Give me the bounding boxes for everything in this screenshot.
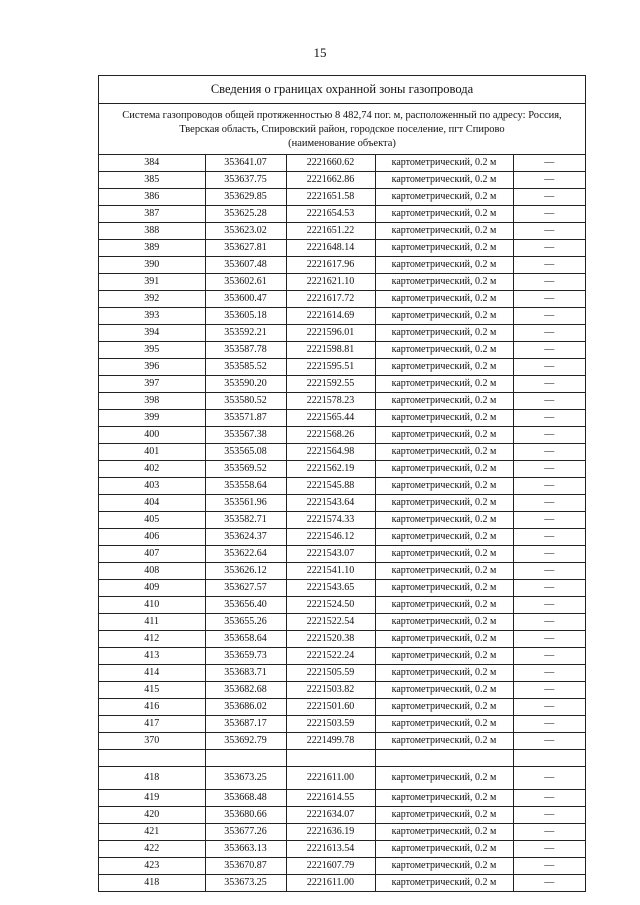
table-row <box>99 807 585 824</box>
coord-y: 2221648.14 <box>286 240 375 257</box>
description-cell: — <box>513 155 585 172</box>
point-number: 418 <box>99 767 205 790</box>
method-accuracy: картометрический, 0.2 м <box>375 478 513 495</box>
method-accuracy: картометрический, 0.2 м <box>375 189 513 206</box>
method-accuracy: картометрический, 0.2 м <box>375 580 513 597</box>
point-number: 386 <box>99 189 205 206</box>
table-row <box>99 767 585 790</box>
method-accuracy: картометрический, 0.2 м <box>375 325 513 342</box>
coord-y: 2221654.53 <box>286 206 375 223</box>
coord-y: 2221499.78 <box>286 733 375 750</box>
point-number: 405 <box>99 512 205 529</box>
description-cell: — <box>513 461 585 478</box>
coord-y: 2221543.65 <box>286 580 375 597</box>
description-cell: — <box>513 597 585 614</box>
description-cell: — <box>513 546 585 563</box>
point-number: 384 <box>99 155 205 172</box>
coord-y: 2221520.38 <box>286 631 375 648</box>
coord-y: 2221617.72 <box>286 291 375 308</box>
point-number: 403 <box>99 478 205 495</box>
table-row <box>99 580 585 597</box>
coord-x: 353587.78 <box>205 342 286 359</box>
description-cell: — <box>513 325 585 342</box>
coord-y: 2221613.54 <box>286 841 375 858</box>
description-cell: — <box>513 512 585 529</box>
coord-y: 2221611.00 <box>286 767 375 790</box>
coord-x: 353585.52 <box>205 359 286 376</box>
point-number: 391 <box>99 274 205 291</box>
point-number: 406 <box>99 529 205 546</box>
table-row <box>99 824 585 841</box>
point-number: 423 <box>99 858 205 875</box>
coord-y: 2221636.19 <box>286 824 375 841</box>
table-row <box>99 875 585 892</box>
description-cell: — <box>513 807 585 824</box>
coord-y: 2221564.98 <box>286 444 375 461</box>
point-number: 417 <box>99 716 205 733</box>
description-cell: — <box>513 841 585 858</box>
description-cell: — <box>544 877 555 888</box>
coord-y: 2221505.59 <box>286 665 375 682</box>
coord-y: 2221574.33 <box>286 512 375 529</box>
point-number: 414 <box>99 665 205 682</box>
point-number: 397 <box>99 376 205 393</box>
method-accuracy: картометрический, 0.2 м <box>375 699 513 716</box>
method-accuracy: картометрический, 0.2 м <box>375 716 513 733</box>
coord-x: 353656.40 <box>205 597 286 614</box>
coord-x: 353668.48 <box>205 790 286 807</box>
method-accuracy: картометрический, 0.2 м <box>375 841 513 858</box>
method-accuracy: картометрический, 0.2 м <box>375 291 513 308</box>
coord-y: 2221545.88 <box>286 478 375 495</box>
method-accuracy: картометрический, 0.2 м <box>375 824 513 841</box>
point-number: 416 <box>99 699 205 716</box>
point-number: 370 <box>99 733 205 750</box>
coord-y: 2221662.86 <box>286 172 375 189</box>
description-cell: — <box>513 257 585 274</box>
table-row <box>99 733 585 750</box>
description-line-1: Система газопроводов общей протяженностью 8 482,74 пог. м, расположенный по адресу: Россия, <box>122 110 562 121</box>
method-accuracy: картометрический, 0.2 м <box>375 546 513 563</box>
coord-y: 2221568.26 <box>286 427 375 444</box>
coord-x: 353629.85 <box>205 189 286 206</box>
point-number: 389 <box>99 240 205 257</box>
description-cell: — <box>513 495 585 512</box>
table-row <box>99 614 585 631</box>
description-cell: — <box>513 716 585 733</box>
coord-x: 353658.64 <box>205 631 286 648</box>
coord-y: 2221634.07 <box>286 807 375 824</box>
coord-x: 353605.18 <box>205 308 286 325</box>
document-title: Сведения о границах охранной зоны газопровода <box>99 76 585 104</box>
method-accuracy: картометрический, 0.2 м <box>375 858 513 875</box>
coord-x: 353692.79 <box>205 733 286 750</box>
table-row <box>99 648 585 665</box>
boundary-document <box>98 75 586 892</box>
table-row <box>99 359 585 376</box>
coord-y: 2221617.96 <box>286 257 375 274</box>
table-row <box>99 631 585 648</box>
table-row <box>99 223 585 240</box>
table-row <box>99 461 585 478</box>
table-row <box>99 716 585 733</box>
description-cell: — <box>513 580 585 597</box>
table-row <box>99 512 585 529</box>
point-number: 387 <box>99 206 205 223</box>
point-number: 407 <box>99 546 205 563</box>
method-accuracy: картометрический, 0.2 м <box>375 767 513 790</box>
point-number: 411 <box>99 614 205 631</box>
coord-y: 2221598.81 <box>286 342 375 359</box>
description-cell: — <box>513 342 585 359</box>
coord-x: 353686.02 <box>205 699 286 716</box>
description-cell: — <box>513 172 585 189</box>
method-accuracy: картометрический, 0.2 м <box>375 648 513 665</box>
coord-y: 2221592.55 <box>286 376 375 393</box>
method-accuracy: картометрический, 0.2 м <box>375 427 513 444</box>
point-number: 413 <box>99 648 205 665</box>
coord-x: 353627.57 <box>205 580 286 597</box>
description-cell: — <box>513 614 585 631</box>
table-row <box>99 682 585 699</box>
point-number: 421 <box>99 824 205 841</box>
method-accuracy: картометрический, 0.2 м <box>375 308 513 325</box>
coord-x: 353592.21 <box>205 325 286 342</box>
coord-y: 2221651.22 <box>286 223 375 240</box>
coord-x: 353582.71 <box>205 512 286 529</box>
method-accuracy: картометрический, 0.2 м <box>375 512 513 529</box>
description-cell: — <box>513 410 585 427</box>
point-number: 394 <box>99 325 205 342</box>
description-cell: — <box>513 665 585 682</box>
coord-y: 2221541.10 <box>286 563 375 580</box>
point-number: 410 <box>99 597 205 614</box>
point-number: 418 <box>99 875 205 892</box>
coord-x: 353673.25 <box>205 767 286 790</box>
coord-y: 2221524.50 <box>286 597 375 614</box>
description-line-2: Тверская область, Спировский район, городское поселение, пгт Спирово <box>179 124 505 135</box>
point-number: 420 <box>99 807 205 824</box>
table-row <box>99 206 585 223</box>
coord-y: 2221611.00 <box>286 875 375 892</box>
method-accuracy: картометрический, 0.2 м <box>375 563 513 580</box>
coord-y: 2221607.79 <box>286 858 375 875</box>
coord-y: 2221503.59 <box>286 716 375 733</box>
table-row <box>99 291 585 308</box>
method-accuracy <box>375 750 513 767</box>
coord-x: 353600.47 <box>205 291 286 308</box>
object-description <box>99 104 585 155</box>
point-number: 396 <box>99 359 205 376</box>
coord-x: 353670.87 <box>205 858 286 875</box>
method-accuracy: картометрический, 0.2 м <box>375 495 513 512</box>
table-row <box>99 529 585 546</box>
table-row <box>99 427 585 444</box>
description-cell: — <box>513 529 585 546</box>
coord-x: 353641.07 <box>205 155 286 172</box>
table-row <box>99 790 585 807</box>
coord-x: 353682.68 <box>205 682 286 699</box>
table-row <box>99 841 585 858</box>
table-row <box>99 597 585 614</box>
coord-x: 353663.13 <box>205 841 286 858</box>
method-accuracy: картометрический, 0.2 м <box>375 257 513 274</box>
description-cell: — <box>513 631 585 648</box>
table-row <box>99 546 585 563</box>
table-row <box>99 699 585 716</box>
point-number: 401 <box>99 444 205 461</box>
coord-x: 353626.12 <box>205 563 286 580</box>
method-accuracy: картометрический, 0.2 м <box>375 597 513 614</box>
table-row <box>99 444 585 461</box>
point-number: 393 <box>99 308 205 325</box>
table-row <box>99 257 585 274</box>
coord-y: 2221614.55 <box>286 790 375 807</box>
table-row <box>99 858 585 875</box>
coord-y: 2221501.60 <box>286 699 375 716</box>
coord-x: 353687.17 <box>205 716 286 733</box>
coord-x: 353673.25 <box>205 875 286 892</box>
coord-y: 2221614.69 <box>286 308 375 325</box>
description-cell <box>513 750 585 767</box>
coord-x: 353677.26 <box>205 824 286 841</box>
table-row <box>99 274 585 291</box>
coord-y: 2221543.64 <box>286 495 375 512</box>
point-number: 404 <box>99 495 205 512</box>
coord-x: 353680.66 <box>205 807 286 824</box>
method-accuracy: картометрический, 0.2 м <box>375 223 513 240</box>
method-accuracy: картометрический, 0.2 м <box>375 529 513 546</box>
description-cell: — <box>513 274 585 291</box>
description-line-3: (наименование объекта) <box>288 138 396 149</box>
method-accuracy: картометрический, 0.2 м <box>375 376 513 393</box>
coord-x: 353565.08 <box>205 444 286 461</box>
method-accuracy: картометрический, 0.2 м <box>375 274 513 291</box>
description-cell: — <box>513 223 585 240</box>
point-number: 400 <box>99 427 205 444</box>
method-accuracy: картометрический, 0.2 м <box>375 444 513 461</box>
table-row <box>99 240 585 257</box>
method-accuracy: картометрический, 0.2 м <box>375 790 513 807</box>
description-cell: — <box>513 206 585 223</box>
description-cell: — <box>513 444 585 461</box>
coord-x: 353623.02 <box>205 223 286 240</box>
point-number: 385 <box>99 172 205 189</box>
description-cell: — <box>513 308 585 325</box>
method-accuracy: картометрический, 0.2 м <box>375 614 513 631</box>
coord-y: 2221543.07 <box>286 546 375 563</box>
coord-x: 353590.20 <box>205 376 286 393</box>
coordinates-table <box>99 155 585 891</box>
coord-x: 353558.64 <box>205 478 286 495</box>
description-cell: — <box>513 393 585 410</box>
table-row <box>99 410 585 427</box>
method-accuracy: картометрический, 0.2 м <box>375 875 513 892</box>
page-number: 15 <box>313 45 327 60</box>
coord-x: 353659.73 <box>205 648 286 665</box>
coord-y: 2221546.12 <box>286 529 375 546</box>
coord-x: 353607.48 <box>205 257 286 274</box>
coord-y: 2221621.10 <box>286 274 375 291</box>
coord-x <box>205 750 286 767</box>
coord-x: 353602.61 <box>205 274 286 291</box>
method-accuracy: картометрический, 0.2 м <box>375 155 513 172</box>
coord-x: 353655.26 <box>205 614 286 631</box>
point-number: 408 <box>99 563 205 580</box>
table-row <box>99 155 585 172</box>
description-cell: — <box>513 858 585 875</box>
description-cell: — <box>513 648 585 665</box>
table-row <box>99 189 585 206</box>
coord-x: 353569.52 <box>205 461 286 478</box>
table-row <box>99 665 585 682</box>
table-row <box>99 172 585 189</box>
coord-y: 2221503.82 <box>286 682 375 699</box>
method-accuracy: картометрический, 0.2 м <box>375 410 513 427</box>
coord-x: 353622.64 <box>205 546 286 563</box>
point-number: 412 <box>99 631 205 648</box>
table-row <box>99 750 585 767</box>
method-accuracy: картометрический, 0.2 м <box>375 342 513 359</box>
coord-x: 353625.28 <box>205 206 286 223</box>
description-cell: — <box>513 240 585 257</box>
coord-x: 353624.37 <box>205 529 286 546</box>
coord-y: 2221565.44 <box>286 410 375 427</box>
point-number: 395 <box>99 342 205 359</box>
coord-y: 2221651.58 <box>286 189 375 206</box>
coord-x: 353561.96 <box>205 495 286 512</box>
description-cell: — <box>513 733 585 750</box>
description-cell: — <box>513 790 585 807</box>
point-number: 388 <box>99 223 205 240</box>
description-cell: — <box>513 478 585 495</box>
point-number: 392 <box>99 291 205 308</box>
point-number: 390 <box>99 257 205 274</box>
table-row <box>99 376 585 393</box>
point-number: 422 <box>99 841 205 858</box>
table-row <box>99 342 585 359</box>
coord-x: 353637.75 <box>205 172 286 189</box>
description-cell: — <box>513 291 585 308</box>
table-row <box>99 325 585 342</box>
coord-y: 2221578.23 <box>286 393 375 410</box>
method-accuracy: картометрический, 0.2 м <box>375 172 513 189</box>
description-cell: — <box>513 824 585 841</box>
description-cell: — <box>513 427 585 444</box>
table-row <box>99 478 585 495</box>
coord-x: 353580.52 <box>205 393 286 410</box>
description-cell: — <box>513 699 585 716</box>
coord-y: 2221660.62 <box>286 155 375 172</box>
point-number: 409 <box>99 580 205 597</box>
coord-x: 353683.71 <box>205 665 286 682</box>
method-accuracy: картометрический, 0.2 м <box>375 682 513 699</box>
method-accuracy: картометрический, 0.2 м <box>375 807 513 824</box>
point-number: 415 <box>99 682 205 699</box>
point-number: 419 <box>99 790 205 807</box>
point-number <box>99 750 205 767</box>
method-accuracy: картометрический, 0.2 м <box>375 665 513 682</box>
method-accuracy: картометрический, 0.2 м <box>375 240 513 257</box>
coord-y <box>286 750 375 767</box>
table-row <box>99 393 585 410</box>
description-cell: — <box>513 189 585 206</box>
description-cell: — <box>513 359 585 376</box>
table-row <box>99 563 585 580</box>
coord-y: 2221522.24 <box>286 648 375 665</box>
method-accuracy: картометрический, 0.2 м <box>375 461 513 478</box>
description-cell: — <box>513 376 585 393</box>
method-accuracy: картометрический, 0.2 м <box>375 631 513 648</box>
coord-x: 353567.38 <box>205 427 286 444</box>
description-cell: — <box>513 563 585 580</box>
coord-y: 2221522.54 <box>286 614 375 631</box>
coord-x: 353571.87 <box>205 410 286 427</box>
description-cell: — <box>513 767 585 790</box>
table-row <box>99 308 585 325</box>
method-accuracy: картометрический, 0.2 м <box>375 206 513 223</box>
coord-y: 2221562.19 <box>286 461 375 478</box>
method-accuracy: картометрический, 0.2 м <box>375 393 513 410</box>
table-row <box>99 495 585 512</box>
point-number: 402 <box>99 461 205 478</box>
point-number: 399 <box>99 410 205 427</box>
point-number: 398 <box>99 393 205 410</box>
coord-y: 2221596.01 <box>286 325 375 342</box>
method-accuracy: картометрический, 0.2 м <box>375 359 513 376</box>
method-accuracy: картометрический, 0.2 м <box>375 733 513 750</box>
description-cell: — <box>513 682 585 699</box>
coord-y: 2221595.51 <box>286 359 375 376</box>
coord-x: 353627.81 <box>205 240 286 257</box>
